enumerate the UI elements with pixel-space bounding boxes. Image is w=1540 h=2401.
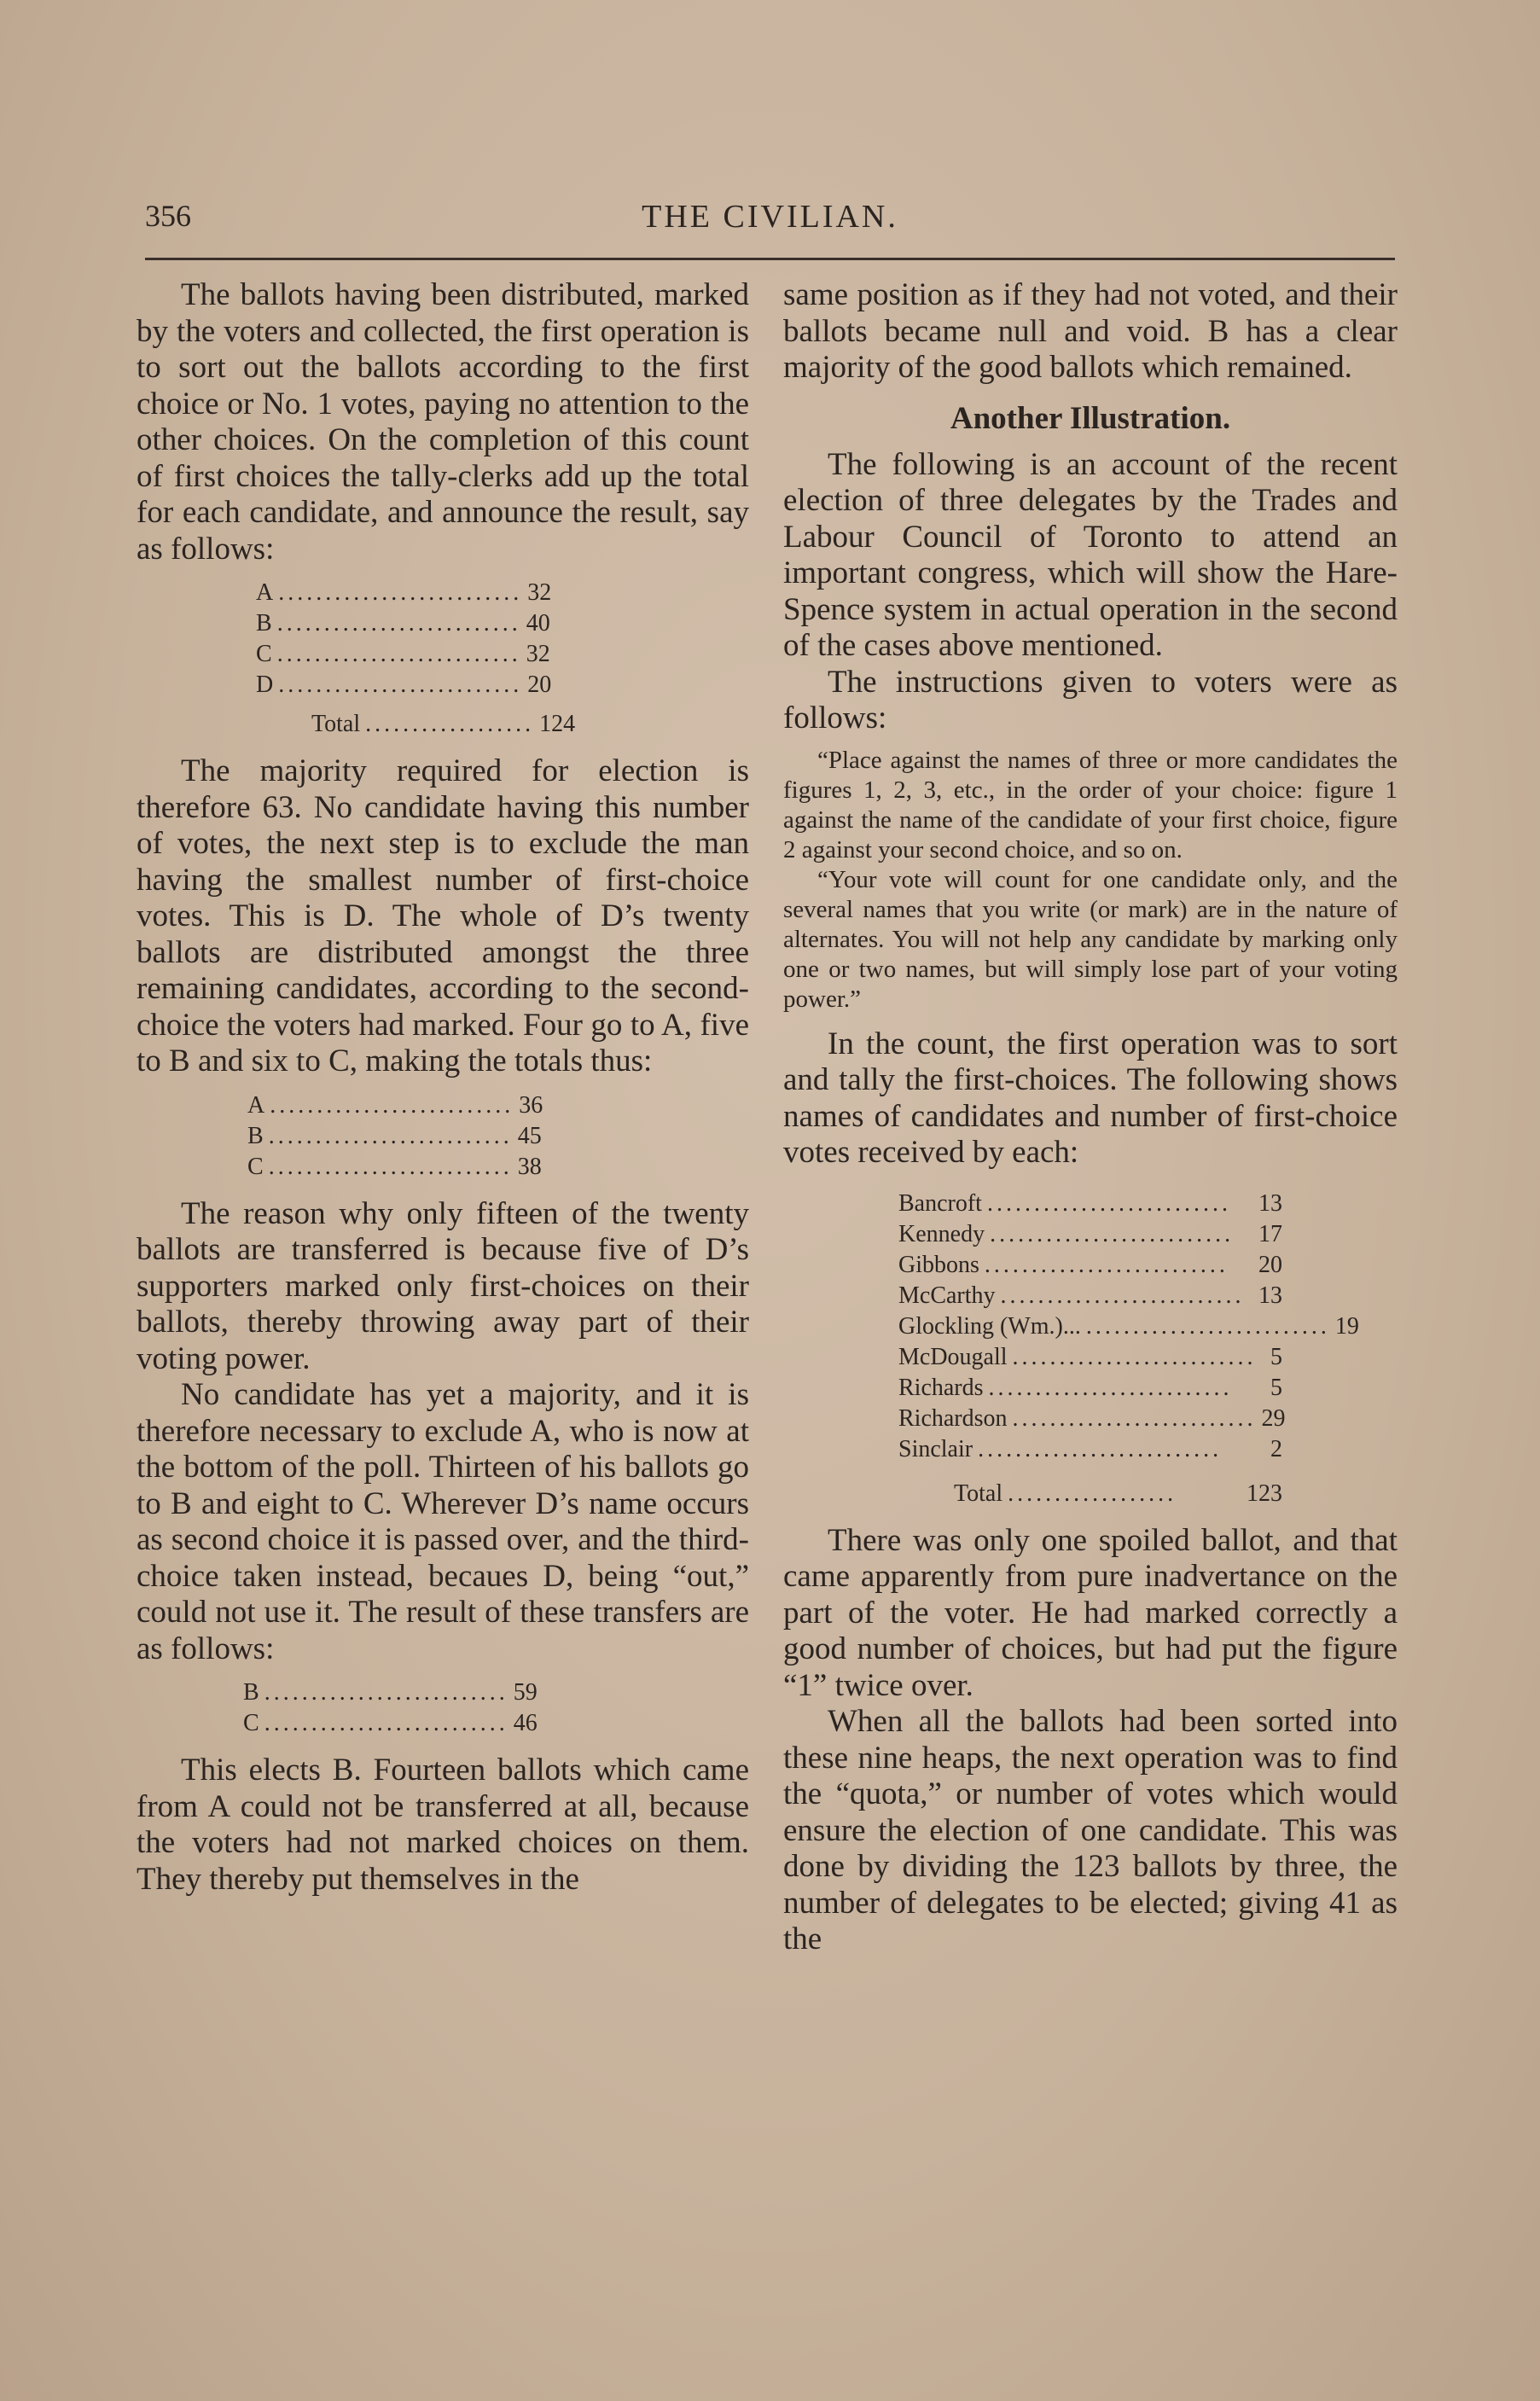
- tally-row: Gibbons .......................... 20: [898, 1251, 1282, 1278]
- header-rule: [145, 258, 1395, 260]
- tally-second-count: [247, 1091, 543, 1184]
- tally-row: Richardson .......................... 29: [898, 1404, 1286, 1432]
- paragraph: The instructions given to voters were as follows:: [783, 664, 1398, 735]
- tally-row: A .......................... 36: [247, 1091, 543, 1119]
- paragraph: This elects B. Fourteen ballots which came from A could not be transferred at all, because the voters had not marked choices on them. They thereby put themselves in the: [137, 1753, 749, 1897]
- paragraph: The following is an account of the recent election of three delegates by the Trades and Labour Council of Toronto to attend an important congress, which will show the Hare-Spence system in actual operation in the second of the cases above mentioned.: [783, 446, 1398, 663]
- tally-first-count: [256, 579, 576, 741]
- paragraph: The ballots having been distributed, marked by the voters and collected, the first operation is to sort out the ballots according to the first choice or No. 1 votes, paying no attention to the other choices. On the completion of this count of first choices the tally-clerks add up the total for each candidate, and announce the result, say as follows:: [137, 277, 749, 567]
- tally-row: Richards .......................... 5: [898, 1374, 1282, 1401]
- tally-total: Total .................. 123: [954, 1480, 1282, 1507]
- tally-row: D .......................... 20: [256, 671, 552, 698]
- quoted-instructions: “Your vote will count for one candidate only, and the several names that you write (or mark) are in the nature of alternates. You will not help any candidate by marking only one or two names, but will simply lose part of your voting power.”: [783, 865, 1398, 1013]
- paragraph: The reason why only fifteen of the twenty ballots are transferred is because five of D’s supporters marked only first-choices on their ballots, thereby throwing away part of their voting power.: [137, 1195, 749, 1376]
- tally-row: McCarthy .......................... 13: [898, 1282, 1282, 1309]
- tally-row: A .......................... 32: [256, 579, 552, 606]
- paragraph: No candidate has yet a majority, and it is therefore necessary to exclude A, who is now at the bottom of the poll. Thirteen of his ballots go to B and eight to C. Wherever D’s name occurs as second choice it is passed over, and the third-choice taken instead, becaues D, being “out,” could not use it. The result of these transfers are as follows:: [137, 1377, 749, 1666]
- tally-row: C .......................... 38: [247, 1153, 542, 1180]
- left-column: [137, 277, 749, 1898]
- paragraph: In the count, the first operation was to sort and tally the first-choices. The following shows names of candidates and number of first-choice votes received by each:: [783, 1026, 1398, 1170]
- page-number: 356: [145, 199, 191, 233]
- page-header: [145, 198, 1395, 249]
- tally-row: McDougall .......................... 5: [898, 1343, 1282, 1370]
- paragraph: There was only one spoiled ballot, and that came apparently from pure inadvertance on the part of the voter. He had marked correctly a good number of choices, but had put the figure “1” twice over.: [783, 1522, 1398, 1703]
- tally-candidates: [898, 1189, 1359, 1511]
- tally-third-count: [243, 1679, 538, 1741]
- tally-total: Total .................. 124: [311, 711, 576, 737]
- right-column: [783, 277, 1398, 1958]
- paragraph: When all the ballots had been sorted into these nine heaps, the next operation was to find the “quota,” or number of votes which would ensure the election of one candidate. This was done by dividing the 123 ballots by three, the number of delegates to be elected; giving 41 as the: [783, 1704, 1398, 1956]
- tally-row: B .......................... 40: [256, 610, 550, 637]
- tally-row: B .......................... 45: [247, 1122, 542, 1149]
- tally-row: B .......................... 59: [243, 1679, 538, 1706]
- paragraph: The majority required for election is therefore 63. No candidate having this number of votes, the next step is to exclude the man having the smallest number of first-choice votes. This is D. The whole of D’s twenty ballots are distributed amongst the three remaining candidates, according to the second-choice the voters had marked. Four go to A, five to B and six to C, making the totals thus:: [137, 753, 749, 1078]
- tally-row: Glockling (Wm.)... .......................... 19: [898, 1312, 1359, 1340]
- tally-row: C .......................... 32: [256, 641, 550, 667]
- tally-row: Sinclair .......................... 2: [898, 1435, 1282, 1462]
- quoted-instructions: “Place against the names of three or more candidates the figures 1, 2, 3, etc., in the order of your choice: figure 1 against the name of the candidate of your first choice, figure 2 against your second choice, and so on.: [783, 746, 1398, 863]
- running-title: THE CIVILIAN.: [642, 199, 898, 235]
- tally-row: C .......................... 46: [243, 1710, 538, 1736]
- tally-row: Kennedy .......................... 17: [898, 1220, 1282, 1247]
- paragraph: same position as if they had not voted, and their ballots became null and void. B has a clear majority of the good ballots which remained.: [783, 277, 1398, 385]
- tally-row: Bancroft .......................... 13: [898, 1189, 1282, 1217]
- section-heading: Another Illustration.: [950, 400, 1231, 436]
